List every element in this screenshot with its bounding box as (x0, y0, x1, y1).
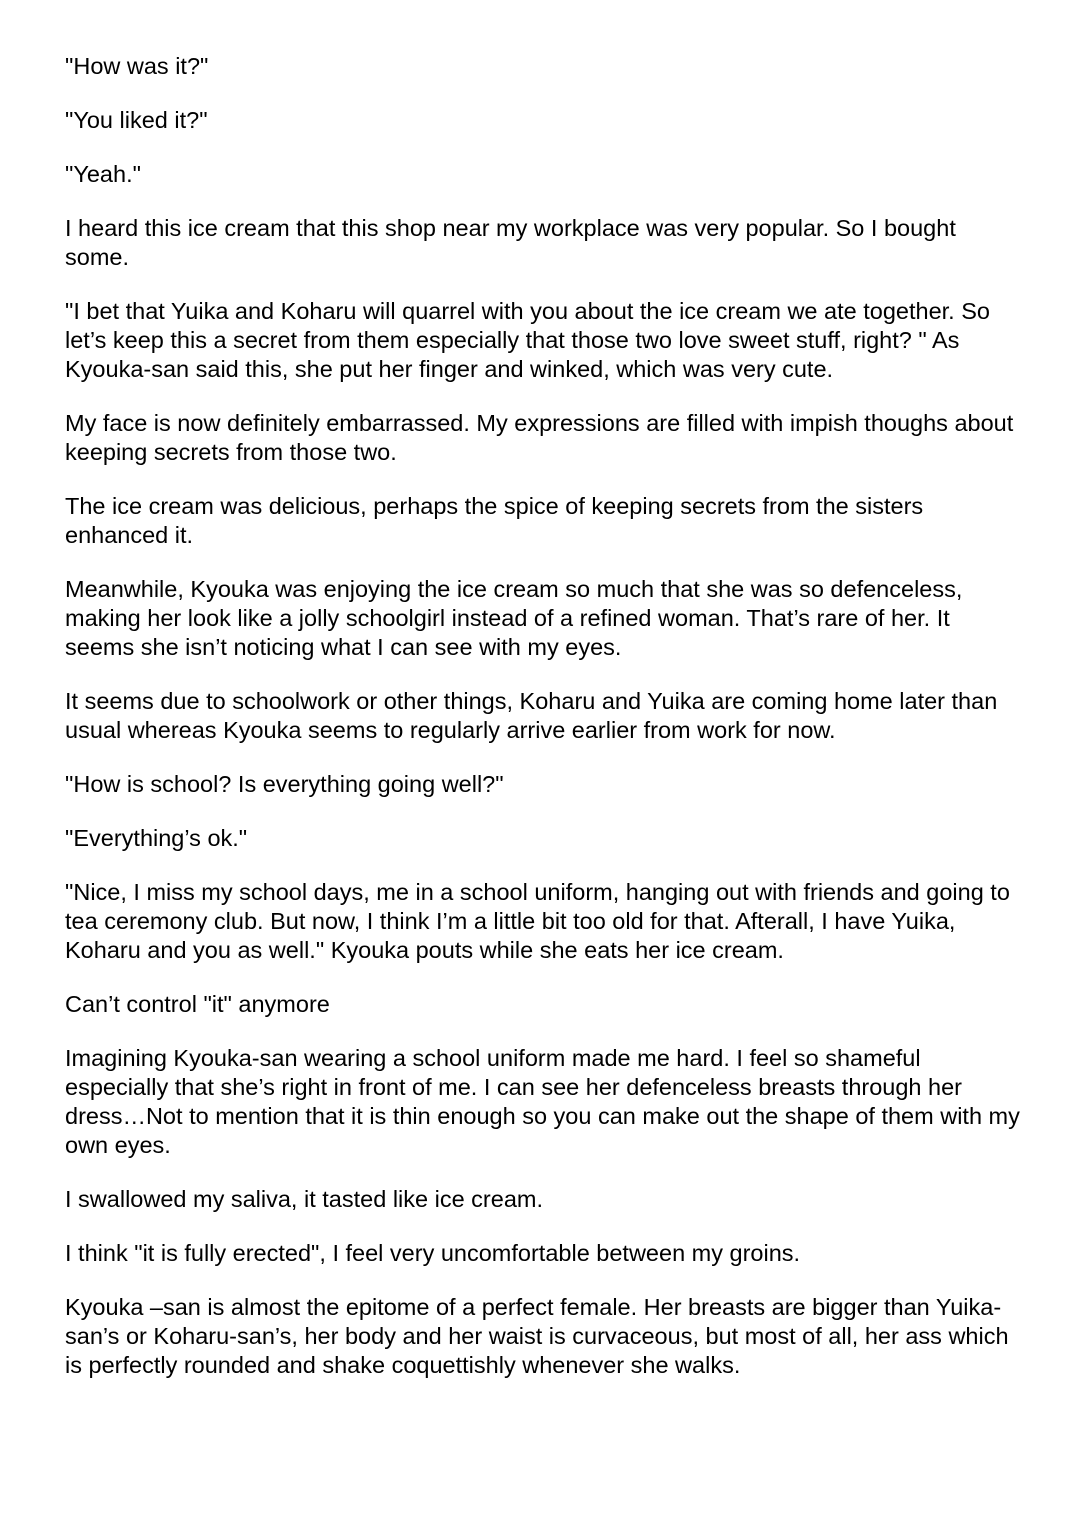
paragraph-15: I swallowed my saliva, it tasted like ice cream. (65, 1186, 543, 1212)
paragraph-17: Kyouka –san is almost the epitome of a perfect female. Her breasts are bigger than Yuika-san’s or Koharu-san’s, her body and her waist is curvaceous, but most of all, her ass which is perfectly rounded and shake coquettishly whenever she walks. (65, 1294, 1009, 1378)
paragraph-12: "Nice, I miss my school days, me in a school uniform, hanging out with friends and going to tea ceremony club. But now, I think I’m a little bit too old for that. Afterall, I have Yuika, Koharu and you as well." Kyouka pouts while she eats her ice cream. (65, 879, 1010, 963)
paragraph-3: "Yeah." (65, 161, 141, 187)
paragraph-2: "You liked it?" (65, 107, 208, 133)
paragraph-1: "How was it?" (65, 53, 209, 79)
paragraph-13: Can’t control "it" anymore (65, 991, 330, 1017)
paragraph-8: Meanwhile, Kyouka was enjoying the ice cream so much that she was so defenceless, making her look like a jolly schoolgirl instead of a refined woman. That’s rare of her. It seems she isn’t noticing what I can see with my eyes. (65, 576, 963, 660)
paragraph-7: The ice cream was delicious, perhaps the spice of keeping secrets from the sisters enhanced it. (65, 493, 924, 548)
document-page (65, 52, 1025, 1405)
paragraph-14: Imagining Kyouka-san wearing a school uniform made me hard. I feel so shameful especially that she’s right in front of me. I can see her defenceless breasts through her dress…Not to mention that it is thin enough so you can make out the shape of them with my own eyes. (65, 1045, 1020, 1158)
paragraph-16: I think "it is fully erected", I feel very uncomfortable between my groins. (65, 1240, 801, 1266)
paragraph-11: "Everything’s ok." (65, 825, 248, 851)
paragraph-5: "I bet that Yuika and Koharu will quarrel with you about the ice cream we ate together. So let’s keep this a secret from them especially that those two love sweet stuff, right? " As Kyouka-san said this, she put her finger and winked, which was very cute. (65, 298, 990, 382)
paragraph-10: "How is school? Is everything going well?" (65, 771, 504, 797)
paragraph-9: It seems due to schoolwork or other things, Koharu and Yuika are coming home later than usual whereas Kyouka seems to regularly arrive earlier from work for now. (65, 688, 998, 743)
paragraph-4: I heard this ice cream that this shop near my workplace was very popular. So I bought some. (65, 215, 956, 270)
paragraph-6: My face is now definitely embarrassed. My expressions are filled with impish thoughs about keeping secrets from those two. (65, 410, 1014, 465)
